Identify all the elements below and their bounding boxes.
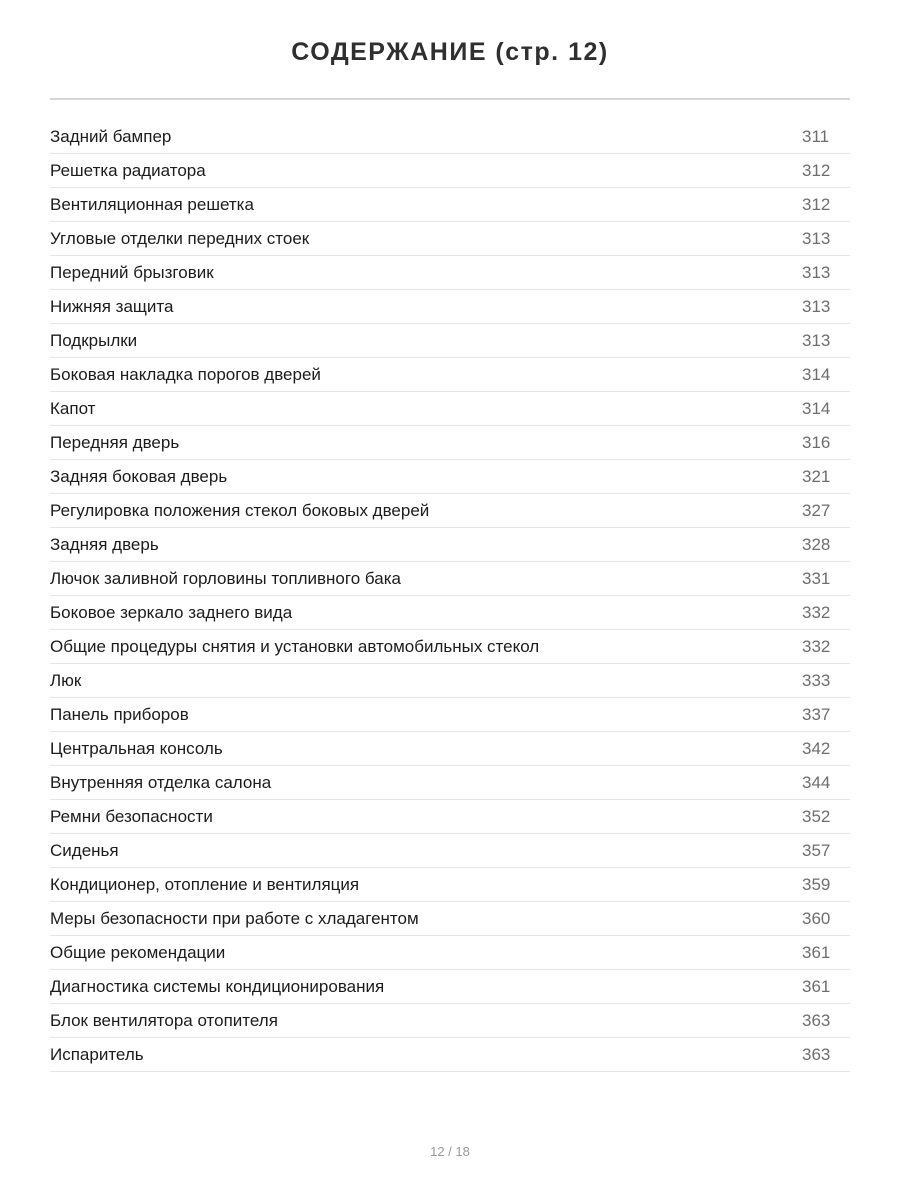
toc-entry-page: 313 <box>802 228 831 248</box>
toc-entry-label: Кондиционер, отопление и вентиляция <box>50 874 360 894</box>
toc-entry-page: 332 <box>802 602 831 622</box>
toc-entry[interactable] <box>50 1004 850 1038</box>
toc-entry[interactable] <box>50 562 850 596</box>
toc-entry-label: Блок вентилятора отопителя <box>50 1010 278 1030</box>
toc-entry-page: 312 <box>802 160 831 180</box>
toc-entry-label: Боковое зеркало заднего вида <box>50 602 293 622</box>
toc-entry[interactable] <box>50 188 850 222</box>
toc-entry[interactable] <box>50 460 850 494</box>
toc-entry-label: Лючок заливной горловины топливного бака <box>50 568 401 588</box>
page-indicator: 12 / 18 <box>430 1144 470 1159</box>
toc-entry-label: Внутренняя отделка салона <box>50 772 272 792</box>
toc-entry-page: 361 <box>802 976 831 996</box>
toc-entry-label: Центральная консоль <box>50 738 223 758</box>
toc-entry-page: 313 <box>802 330 831 350</box>
title-divider <box>50 98 850 100</box>
toc-entry-label: Подкрылки <box>50 330 138 350</box>
toc-entry-page: 327 <box>802 500 831 520</box>
toc-entry[interactable] <box>50 290 850 324</box>
toc-entry-page: 314 <box>802 398 831 418</box>
toc-entry-page: 333 <box>802 670 831 690</box>
toc-entry-page: 328 <box>802 534 831 554</box>
toc-entry-label: Меры безопасности при работе с хладагентом <box>50 908 419 928</box>
toc-entry[interactable] <box>50 392 850 426</box>
toc-entry-label: Диагностика системы кондиционирования <box>50 976 385 996</box>
toc-entry[interactable] <box>50 494 850 528</box>
toc-entry-label: Задняя дверь <box>50 534 159 554</box>
toc-entry-page: 321 <box>802 466 831 486</box>
toc-list <box>50 120 850 1072</box>
toc-entry[interactable] <box>50 732 850 766</box>
toc-entry-label: Передняя дверь <box>50 432 180 452</box>
toc-entry-page: 352 <box>802 806 831 826</box>
toc-entry[interactable] <box>50 120 850 154</box>
toc-entry[interactable] <box>50 936 850 970</box>
toc-entry-page: 363 <box>802 1044 831 1064</box>
toc-entry-label: Вентиляционная решетка <box>50 194 254 214</box>
toc-entry[interactable] <box>50 630 850 664</box>
toc-entry[interactable] <box>50 800 850 834</box>
toc-entry-page: 331 <box>802 568 831 588</box>
toc-entry-page: 360 <box>802 908 831 928</box>
toc-entry-label: Задняя боковая дверь <box>50 466 228 486</box>
toc-entry[interactable] <box>50 528 850 562</box>
toc-entry[interactable] <box>50 426 850 460</box>
toc-entry-page: 313 <box>802 296 831 316</box>
toc-entry-label: Задний бампер <box>50 126 172 146</box>
toc-entry[interactable] <box>50 868 850 902</box>
toc-entry-page: 312 <box>802 194 831 214</box>
toc-entry[interactable] <box>50 766 850 800</box>
toc-entry-label: Панель приборов <box>50 704 189 724</box>
toc-entry[interactable] <box>50 902 850 936</box>
toc-entry-page: 337 <box>802 704 831 724</box>
toc-entry[interactable] <box>50 970 850 1004</box>
toc-entry-page: 311 <box>802 126 830 146</box>
toc-entry-label: Общие рекомендации <box>50 942 226 962</box>
toc-entry[interactable] <box>50 154 850 188</box>
toc-entry-label: Угловые отделки передних стоек <box>50 228 310 248</box>
toc-entry[interactable] <box>50 256 850 290</box>
toc-entry[interactable] <box>50 1038 850 1072</box>
toc-entry[interactable] <box>50 834 850 868</box>
toc-entry[interactable] <box>50 664 850 698</box>
toc-entry-page: 357 <box>802 840 831 860</box>
toc-entry[interactable] <box>50 596 850 630</box>
toc-entry-label: Регулировка положения стекол боковых дверей <box>50 500 430 520</box>
toc-entry-page: 316 <box>802 432 831 452</box>
toc-entry-label: Боковая накладка порогов дверей <box>50 364 321 384</box>
toc-entry[interactable] <box>50 698 850 732</box>
toc-entry-page: 342 <box>802 738 831 758</box>
page-title: СОДЕРЖАНИЕ (стр. 12) <box>291 38 609 66</box>
toc-entry[interactable] <box>50 358 850 392</box>
toc-entry[interactable] <box>50 222 850 256</box>
toc-entry-label: Передний брызговик <box>50 262 214 282</box>
toc-entry-label: Сиденья <box>50 840 119 860</box>
toc-entry-label: Люк <box>50 670 82 690</box>
toc-entry-label: Ремни безопасности <box>50 806 213 826</box>
toc-entry-page: 361 <box>802 942 831 962</box>
toc-entry-label: Общие процедуры снятия и установки автомобильных стекол <box>50 636 540 656</box>
toc-entry-label: Капот <box>50 398 96 418</box>
toc-entry-label: Решетка радиатора <box>50 160 206 180</box>
toc-entry-page: 314 <box>802 364 831 384</box>
toc-entry[interactable] <box>50 324 850 358</box>
toc-entry-page: 313 <box>802 262 831 282</box>
toc-entry-page: 332 <box>802 636 831 656</box>
toc-entry-label: Испаритель <box>50 1044 144 1064</box>
toc-entry-label: Нижняя защита <box>50 296 174 316</box>
toc-entry-page: 359 <box>802 874 831 894</box>
toc-entry-page: 344 <box>802 772 831 792</box>
toc-entry-page: 363 <box>802 1010 831 1030</box>
